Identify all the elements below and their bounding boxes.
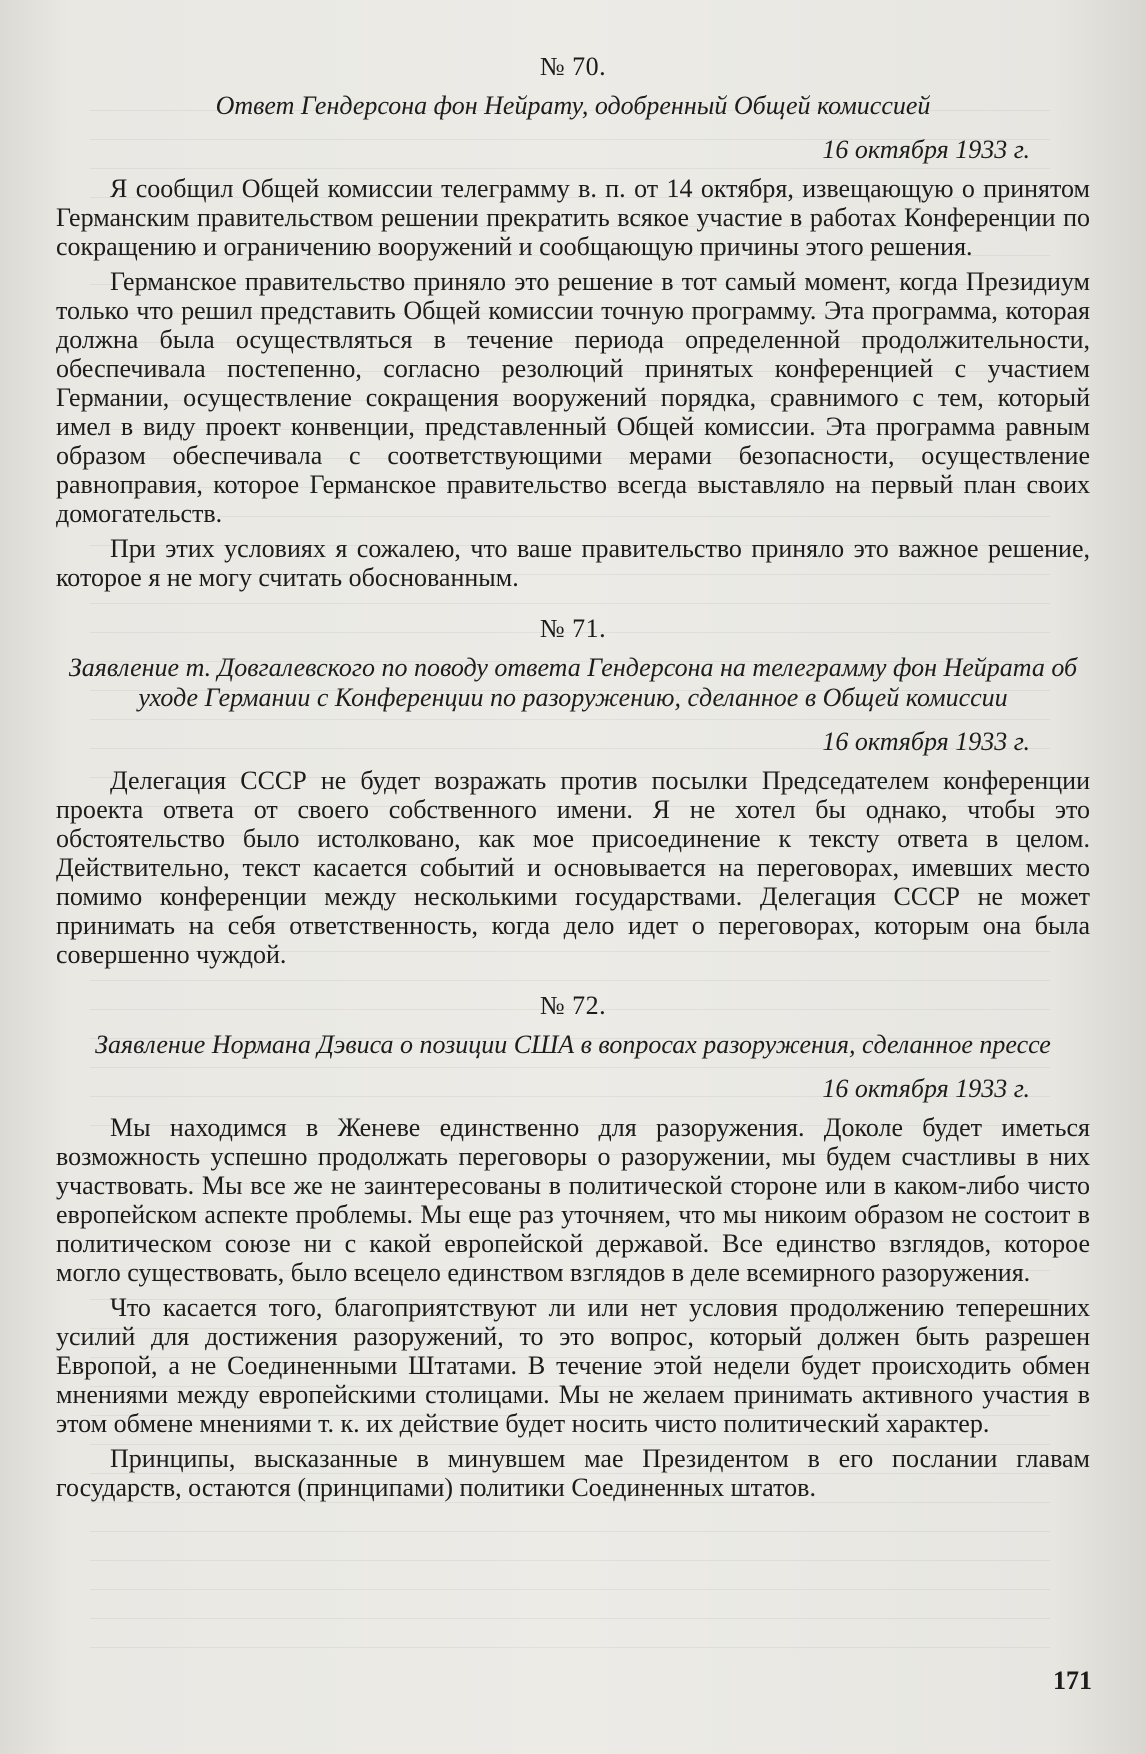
document-date: 16 октября 1933 г. bbox=[822, 135, 1030, 164]
document-date: 16 октября 1933 г. bbox=[822, 727, 1030, 756]
page-content bbox=[56, 52, 1090, 1508]
document-71 bbox=[56, 614, 1090, 969]
document-title: Заявление Нормана Дэвиса о позиции США в вопросах разоружения, сделанное прессе bbox=[95, 1030, 1051, 1059]
paragraph: Германское правительство приняло это решение в тот самый момент, когда Президиум только что решил представить Общей комиссии точную программу. Эта программа, которая должна была осуществляться в течение периода определенной продолжительности, обеспечивала постепенно, согласно резолюций принятых конференцией с участием Германии, осуществление сокращения вооружений порядка, сравнимого с тем, который имел в виду проект конвенции, представленный Общей комиссии. Эта программа равным образом обеспечивала с соответствующими мерами безопасности, осуществление равноправия, которое Германское правительство всегда выставляло на первый план своих домогательств. bbox=[56, 267, 1090, 528]
paragraph: Что касается того, благоприятствуют ли или нет условия продолжению теперешних усилий для достижения разоружений, то это вопрос, который должен быть разрешен Европой, а не Соединенными Штатами. В течение этой недели будет происходить обмен мнениями между европейскими столицами. Мы не желаем принимать активного участия в этом обмене мнениями т. к. их действие будет носить чисто политический характер. bbox=[56, 1293, 1090, 1438]
paragraph: Я сообщил Общей комиссии телеграмму в. п. от 14 октября, извещающую о принятом Германским правительством решении прекратить всякое участие в работах Конференции по сокращению и ограничению вооружений и сообщающую причины этого решения. bbox=[56, 174, 1090, 261]
document-number: № 72. bbox=[539, 991, 607, 1020]
page-number: 171 bbox=[1053, 1666, 1092, 1695]
document-number: № 70. bbox=[539, 52, 607, 81]
document-title: Заявление т. Довгалевского по поводу ответа Гендерсона на телеграмму фон Нейрата об уходе Германии с Конференции по разоружению, сделанное в Общей комиссии bbox=[68, 653, 1078, 712]
document-number: № 71. bbox=[539, 614, 607, 643]
paragraph: Мы находимся в Женеве единственно для разоружения. Доколе будет иметься возможность успешно продолжать переговоры о разоружении, мы будем счастливы в них участвовать. Мы все же не заинтересованы в политической стороне или в каком-либо чисто европейском аспекте проблемы. Мы еще раз уточняем, что мы никоим образом не состоит в политическом союзе ни с какой европейской державой. Все единство взглядов, которое могло существовать, было всецело единством взглядов в деле всемирного разоружения. bbox=[56, 1113, 1090, 1287]
document-date: 16 октября 1933 г. bbox=[822, 1074, 1030, 1103]
document-72 bbox=[56, 991, 1090, 1502]
paragraph: Делегация СССР не будет возражать против посылки Председателем конференции проекта ответа от своего собственного имени. Я не хотел бы однако, чтобы это обстоятельство было истолковано, как мое присоединение к тексту ответа в целом. Действительно, текст касается событий и основывается на переговорах, имевших место помимо конференции между несколькими государствами. Делегация СССР не может принимать на себя ответственность, когда дело идет о переговорах, которым она была совершенно чуждой. bbox=[56, 766, 1090, 969]
document-title: Ответ Гендерсона фон Нейрату, одобренный Общей комиссией bbox=[215, 91, 931, 120]
document-70 bbox=[56, 52, 1090, 592]
paragraph: Принципы, высказанные в минувшем мае Президентом в его послании главам государств, остаются (принципами) политики Соединенных штатов. bbox=[56, 1444, 1090, 1502]
paragraph: При этих условиях я сожалею, что ваше правительство приняло это важное решение, которое я не могу считать обоснованным. bbox=[56, 534, 1090, 592]
